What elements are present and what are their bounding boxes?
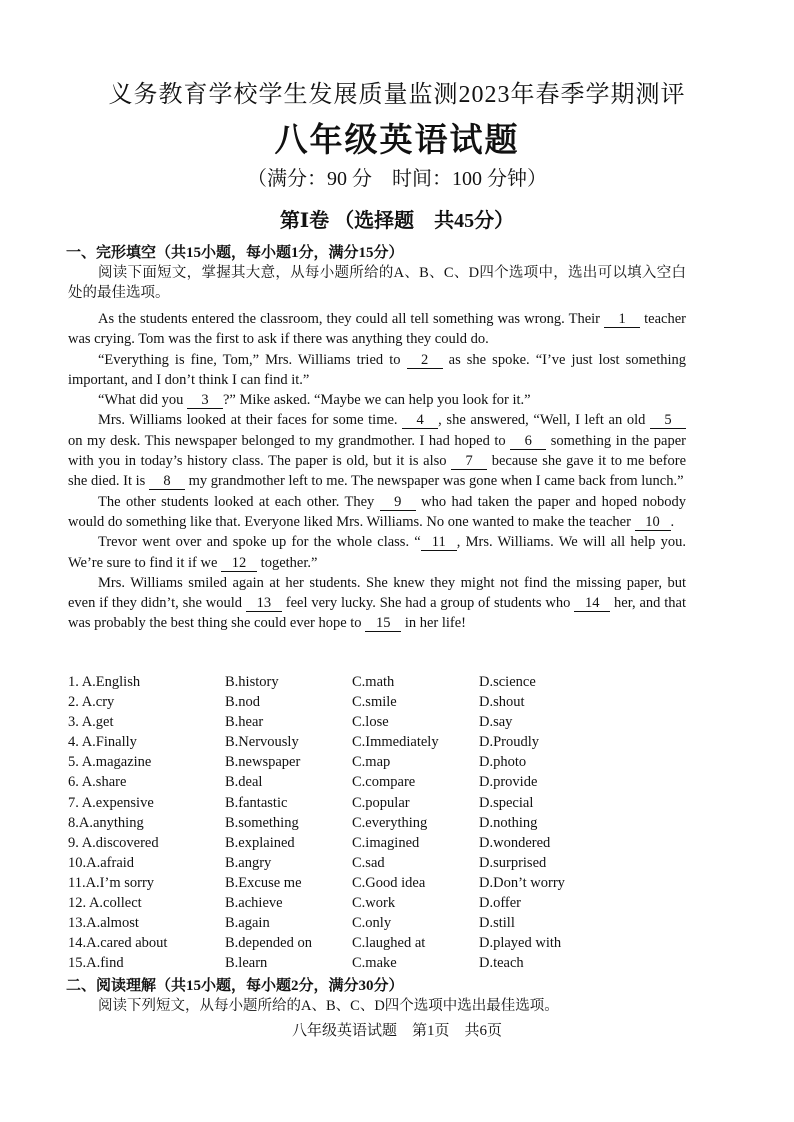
option-row: [68, 893, 688, 913]
option-c: C.laughed at: [352, 935, 426, 952]
option-a: 6. A.share: [68, 774, 127, 791]
cloze-passage: [68, 309, 686, 634]
option-c: C.make: [352, 955, 397, 972]
option-a: 11.A.I’m sorry: [68, 874, 155, 891]
option-c: C.only: [352, 915, 392, 932]
option-a: 5. A.magazine: [68, 754, 152, 771]
option-c: C.Immediately: [352, 734, 439, 751]
cloze-blank-3: 3: [187, 392, 223, 409]
option-d: D.nothing: [479, 814, 538, 831]
option-c: C.Good idea: [352, 874, 426, 891]
section2-instruction-block: [68, 996, 686, 1016]
option-c: C.math: [352, 674, 395, 690]
option-b: B.deal: [225, 774, 263, 791]
passage-paragraph: Trevor went over and spoke up for the whole class. “ 11 , Mrs. Williams. We will all help you. We’re sure to find it if we 12 together.”: [68, 534, 686, 571]
option-b: B.depended on: [225, 935, 312, 952]
option-row: [68, 692, 688, 712]
cloze-blank-5: 5: [650, 412, 686, 429]
option-a: 12. A.collect: [68, 895, 142, 912]
section2-instruction: 阅读下列短文，从每小题所给的A、B、C、D四个选项中选出最佳选项。: [98, 998, 559, 1014]
option-d: D.shout: [479, 694, 525, 711]
section1-instruction: 阅读下面短文，掌握其大意，从每小题所给的A、B、C、D四个选项中，选出可以填入空白处的最佳选项。: [68, 265, 686, 302]
options-table: [68, 672, 688, 973]
cloze-blank-4: 4: [402, 412, 438, 429]
option-c: C.sad: [352, 854, 385, 871]
section1-heading: 一、完形填空（共15小题，每小题1分，满分15分）: [66, 245, 404, 261]
option-a: 4. A.Finally: [68, 734, 137, 751]
cloze-blank-2: 2: [407, 352, 443, 369]
option-c: C.everything: [352, 814, 428, 831]
option-c: C.lose: [352, 714, 389, 731]
option-b: B.something: [225, 814, 299, 831]
option-a: 3. A.get: [68, 714, 114, 731]
option-d: D.Don’t worry: [479, 874, 565, 891]
passage-paragraph: Mrs. Williams smiled again at her students. She knew they might not find the missing paper, but even if they didn’t, she would 13 feel very lucky. She had a group of students who 14 her, and that was probably the best thing she could ever hope to 15 in her life!: [68, 574, 686, 632]
option-d: D.played with: [479, 935, 562, 952]
cloze-blank-6: 6: [510, 433, 546, 450]
option-a: 2. A.cry: [68, 694, 115, 711]
option-row: [68, 933, 688, 953]
option-d: D.wondered: [479, 834, 551, 851]
section2-heading: 二、阅读理解（共15小题，每小题2分，满分30分）: [66, 978, 404, 994]
option-a: 8.A.anything: [68, 814, 144, 831]
cloze-blank-14: 14: [574, 595, 610, 612]
option-d: D.science: [479, 674, 536, 690]
passage-paragraph: Mrs. Williams looked at their faces for some time. 4 , she answered, “Well, I left an old 5 on my desk. This newspaper belonged to my grandmother. I had hoped to 6 something in the paper with you in today’s history class. The paper is old, but it is also 7 because she gave it to me before she died. It is 8 my grandmother left to me. The newspaper was gone when I came back from lunch.”: [68, 412, 686, 490]
part-one-heading: 第Ⅰ卷 （选择题 共45分）: [279, 210, 515, 232]
option-row: [68, 833, 688, 853]
option-c: C.popular: [352, 794, 410, 811]
option-a: 9. A.discovered: [68, 834, 159, 851]
option-b: B.explained: [225, 834, 295, 851]
option-row: [68, 712, 688, 732]
cloze-blank-9: 9: [380, 494, 416, 511]
exam-series-title: 义务教育学校学生发展质量监测2023年春季学期测评: [108, 82, 686, 108]
option-c: C.smile: [352, 694, 397, 711]
option-a: 7. A.expensive: [68, 794, 154, 811]
cloze-blank-11: 11: [421, 534, 457, 551]
option-b: B.again: [225, 915, 270, 932]
option-d: D.provide: [479, 774, 538, 791]
option-row: [68, 813, 688, 833]
option-row: [68, 953, 688, 973]
option-b: B.Nervously: [225, 734, 299, 751]
option-c: C.imagined: [352, 834, 420, 851]
option-d: D.teach: [479, 955, 524, 972]
option-row: [68, 732, 688, 752]
option-d: D.surprised: [479, 854, 547, 871]
section1-instruction-block: [68, 263, 686, 304]
cloze-blank-13: 13: [246, 595, 282, 612]
option-c: C.map: [352, 754, 391, 771]
cloze-blank-15: 15: [365, 615, 401, 632]
option-b: B.learn: [225, 955, 268, 972]
score-time-line: （满分：90 分 时间：100 分钟）: [247, 168, 547, 190]
cloze-blank-7: 7: [451, 453, 487, 470]
passage-paragraph: As the students entered the classroom, they could all tell something was wrong. Their 1 teacher was crying. Tom was the first to ask if there was anything they could do.: [68, 311, 686, 348]
passage-paragraph: “What did you 3 ?” Mike asked. “Maybe we can help you look for it.”: [98, 392, 531, 409]
option-a: 1. A.English: [68, 674, 141, 690]
option-d: D.say: [479, 714, 513, 731]
exam-title: 八年级英语试题: [274, 123, 520, 159]
page-footer: 八年级英语试题 第1页 共6页: [291, 1023, 502, 1039]
option-d: D.special: [479, 794, 534, 811]
option-a: 15.A.find: [68, 955, 124, 972]
option-b: B.Excuse me: [225, 874, 302, 891]
option-d: D.Proudly: [479, 734, 540, 751]
option-row: [68, 853, 688, 873]
option-c: C.compare: [352, 774, 416, 791]
passage-paragraph: “Everything is fine, Tom,” Mrs. Williams tried to 2 as she spoke. “I’ve just lost something important, and I don’t think I can find it.”: [68, 351, 686, 388]
option-b: B.nod: [225, 694, 261, 711]
cloze-blank-12: 12: [221, 555, 257, 572]
passage-paragraph: The other students looked at each other. They 9 who had taken the paper and hoped nobody would do something like that. Everyone liked Mrs. Williams. No one wanted to make the teacher 10 .: [68, 493, 686, 530]
option-row: [68, 752, 688, 772]
option-b: B.newspaper: [225, 754, 301, 771]
option-d: D.still: [479, 915, 515, 932]
cloze-blank-10: 10: [635, 514, 671, 531]
cloze-blank-1: 1: [604, 311, 640, 328]
option-d: D.offer: [479, 895, 522, 912]
option-row: [68, 793, 688, 813]
option-a: 10.A.afraid: [68, 854, 135, 871]
option-b: B.angry: [225, 854, 272, 871]
option-c: C.work: [352, 895, 396, 912]
option-b: B.achieve: [225, 895, 283, 912]
option-b: B.history: [225, 674, 279, 690]
option-row: [68, 913, 688, 933]
option-a: 13.A.almost: [68, 915, 139, 932]
option-row: [68, 772, 688, 792]
option-row: [68, 672, 688, 692]
option-row: [68, 873, 688, 893]
cloze-blank-8: 8: [149, 473, 185, 490]
option-b: B.hear: [225, 714, 264, 731]
option-d: D.photo: [479, 754, 527, 771]
option-b: B.fantastic: [225, 794, 288, 811]
option-a: 14.A.cared about: [68, 935, 168, 952]
